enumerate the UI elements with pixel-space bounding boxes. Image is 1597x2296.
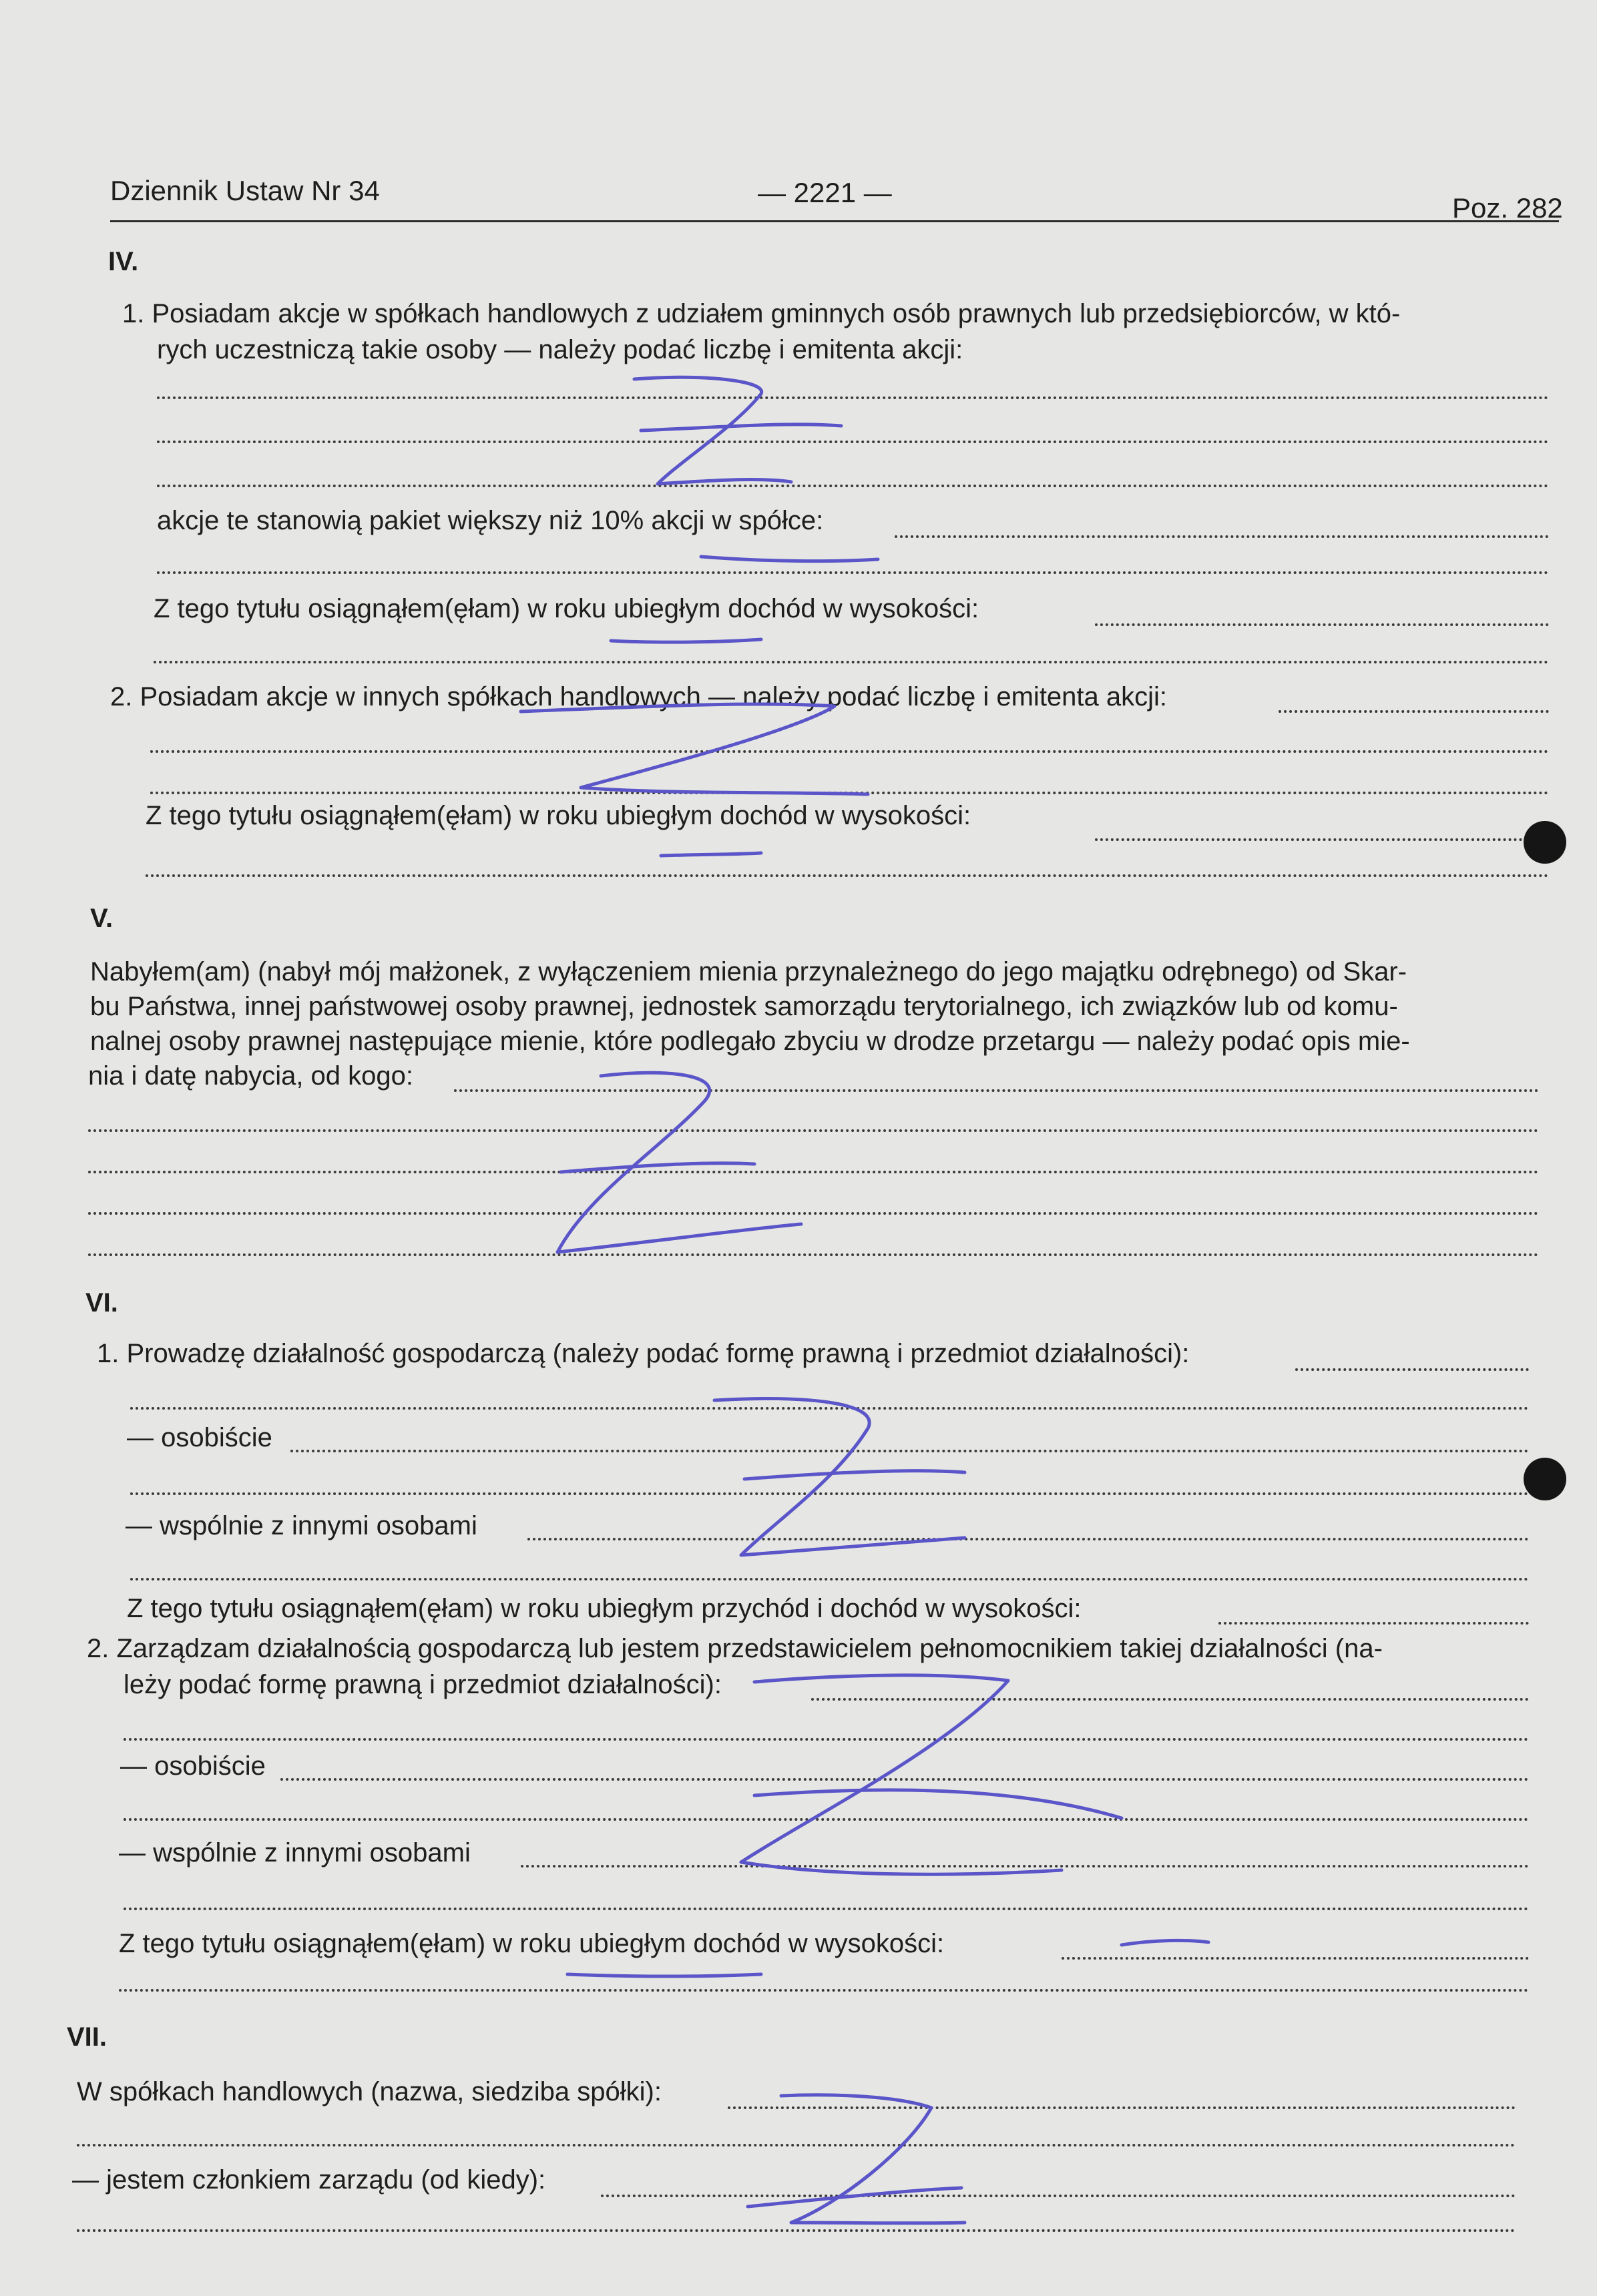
answer-line[interactable] (157, 441, 1549, 443)
answer-line[interactable] (157, 396, 1549, 399)
section-vi-item1-joint: — wspólnie z innymi osobami (126, 1511, 477, 1540)
answer-line[interactable] (290, 1450, 1529, 1452)
section-vii-title: VII. (67, 2022, 107, 2052)
answer-line[interactable] (895, 535, 1549, 538)
answer-line[interactable] (1279, 710, 1549, 713)
answer-line[interactable] (77, 2229, 1516, 2232)
section-v-line2: bu Państwa, innej państwowej osoby prawnej, jednostek samorządu terytorialnego, ich związków lub od komu- (90, 992, 1398, 1021)
section-vi-item2-line1: 2. Zarządzam działalnością gospodarczą lub jestem przedstawicielem pełnomocnikiem takiej działalności (na- (87, 1634, 1383, 1663)
pen-scribble (701, 557, 878, 561)
section-iv-item2-income-label: Z tego tytułu osiągnąłem(ęłam) w roku ubiegłym dochód w wysokości: (146, 801, 971, 830)
pen-scribble (611, 639, 761, 642)
answer-line[interactable] (157, 485, 1549, 487)
pen-scribble-z (521, 704, 868, 794)
answer-line[interactable] (157, 571, 1549, 574)
section-vi-item2-line2: leży podać formę prawną i przedmiot działalności): (124, 1670, 722, 1699)
position-number: Poz. 282 (1452, 192, 1563, 224)
answer-line[interactable] (280, 1778, 1529, 1781)
answer-line[interactable] (88, 1129, 1539, 1132)
answer-line[interactable] (454, 1089, 1539, 1092)
page-number: — 2221 — (758, 177, 892, 208)
answer-line[interactable] (601, 2195, 1516, 2197)
answer-line[interactable] (130, 1492, 1529, 1495)
section-v-line4: nia i datę nabycia, od kogo: (88, 1061, 414, 1091)
section-vi-item1-income-label: Z tego tytułu osiągnąłem(ęłam) w roku ubiegłym przychód i dochód w wysokości: (127, 1594, 1082, 1623)
section-v-title: V. (90, 904, 113, 933)
answer-line[interactable] (728, 2106, 1516, 2109)
answer-line[interactable] (124, 1738, 1529, 1741)
header-rule (110, 220, 1559, 222)
pen-scribble-z (781, 2095, 965, 2223)
section-vii-board-label: — jestem członkiem zarządu (od kiedy): (72, 2165, 546, 2195)
answer-line[interactable] (150, 792, 1549, 794)
answer-line[interactable] (119, 1989, 1529, 1992)
section-vii-companies-label: W spółkach handlowych (nazwa, siedziba spółki): (77, 2077, 662, 2106)
answer-line[interactable] (1295, 1368, 1529, 1371)
answer-line[interactable] (88, 1171, 1539, 1173)
answer-line[interactable] (1095, 838, 1549, 841)
section-vi-item1: 1. Prowadzę działalność gospodarczą (należy podać formę prawną i przedmiot działalności): (97, 1339, 1190, 1368)
answer-line[interactable] (521, 1865, 1529, 1868)
answer-line[interactable] (130, 1407, 1529, 1410)
answer-line[interactable] (130, 1578, 1529, 1581)
answer-line[interactable] (150, 750, 1549, 753)
answer-line[interactable] (88, 1212, 1539, 1215)
answer-line[interactable] (77, 2144, 1516, 2146)
pen-scribble (754, 1790, 1122, 1818)
section-iv-item1-income-label: Z tego tytułu osiągnąłem(ęłam) w roku ubiegłym dochód w wysokości: (154, 594, 979, 623)
answer-line[interactable] (146, 874, 1549, 877)
pen-scribble (748, 2188, 961, 2207)
answer-line[interactable] (1218, 1622, 1529, 1625)
answer-line[interactable] (124, 1818, 1529, 1821)
section-iv-item1-line1: 1. Posiadam akcje w spółkach handlowych z udziałem gminnych osób prawnych lub przedsiębiorców, w któ- (122, 299, 1401, 328)
answer-line[interactable] (1062, 1957, 1529, 1960)
pen-scribble-z (557, 1073, 801, 1252)
section-iv-item2-line1: 2. Posiadam akcje w innych spółkach handlowych — należy podać liczbę i emitenta akcji: (110, 682, 1168, 711)
punch-hole (1524, 821, 1566, 864)
section-iv-title: IV. (108, 247, 139, 276)
pen-scribble (567, 1974, 761, 1976)
section-vi-item1-personal: — osobiście (127, 1423, 272, 1452)
pen-scribble-z (741, 1675, 1062, 1874)
section-iv-item1-line2: rych uczestniczą takie osoby — należy podać liczbę i emitenta akcji: (157, 335, 963, 364)
pen-scribble (744, 1471, 965, 1479)
journal-title: Dziennik Ustaw Nr 34 (110, 175, 380, 206)
section-iv-packet-label: akcje te stanowią pakiet większy niż 10% akcji w spółce: (157, 506, 824, 535)
section-v-line3: nalnej osoby prawnej następujące mienie, które podlegało zbyciu w drodze przetargu — należy podać opis mie- (90, 1027, 1410, 1056)
punch-hole (1524, 1458, 1566, 1500)
section-vi-item2-personal: — osobiście (120, 1751, 266, 1781)
pen-scribble-z (714, 1398, 965, 1555)
section-vi-item2-income-label: Z tego tytułu osiągnąłem(ęłam) w roku ubiegłym dochód w wysokości: (119, 1929, 945, 1958)
pen-scribble (1122, 1940, 1208, 1945)
answer-line[interactable] (527, 1538, 1529, 1540)
answer-line[interactable] (124, 1908, 1529, 1910)
pen-scribble (661, 853, 761, 856)
answer-line[interactable] (1095, 623, 1549, 626)
pen-scribble (641, 424, 841, 431)
answer-line[interactable] (811, 1698, 1529, 1701)
answer-line[interactable] (154, 661, 1549, 663)
section-v-line1: Nabyłem(am) (nabył mój małżonek, z wyłączeniem mienia przynależnego do jego majątku odrębnego) od Skar- (90, 957, 1407, 986)
section-vi-item2-joint: — wspólnie z innymi osobami (119, 1838, 471, 1868)
pen-scribble-z (634, 377, 791, 484)
answer-line[interactable] (88, 1253, 1539, 1256)
section-vi-title: VI. (85, 1288, 118, 1318)
